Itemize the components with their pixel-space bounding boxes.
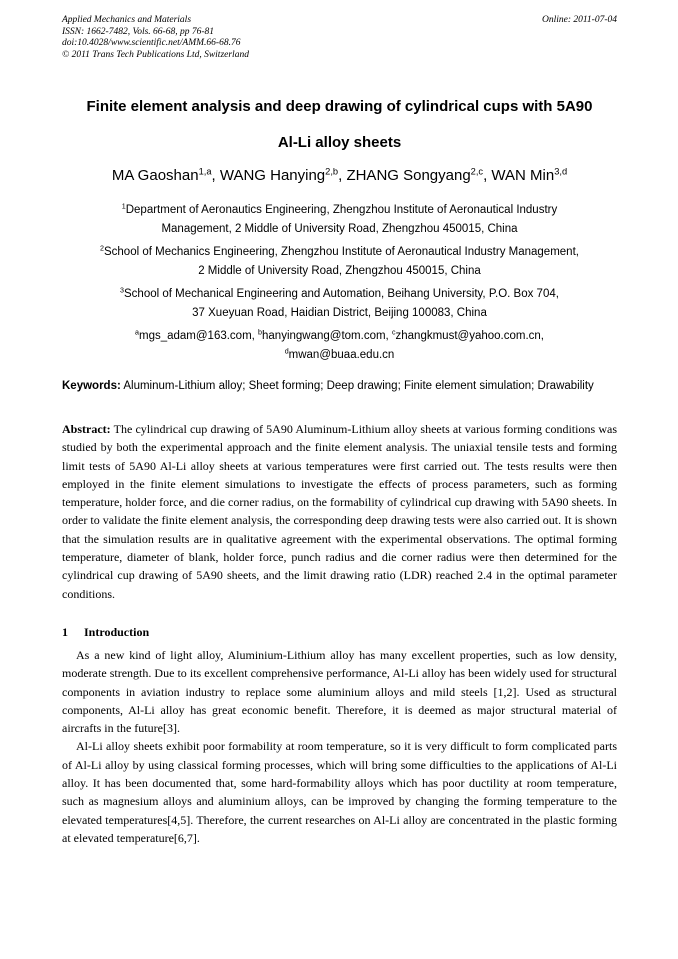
author-affil-sup: 2,c [470, 166, 484, 177]
author-name: ZHANG Songyang [346, 167, 471, 184]
email-address: mgs_adam@163.com, [138, 330, 259, 342]
body-paragraph: Al-Li alloy sheets exhibit poor formability at room temperature, so it is very difficult to form complicated parts of Al-Li alloy by using classical forming processes, which will bring some difficulties to the applications of Al-Li alloy. It has been documented that, some hard-formability alloys which has poor ductility at room temperature, such as magnesium alloys and aluminium alloys, can be improved by changing the forming temperature to the elevated temperatures[4,5]. Therefore, the current researches on Al-Li alloy are concentrated in the plastic forming at elevated temperature[6,7]. [62, 739, 617, 845]
affiliation-line: 2 Middle of University Road, Zhengzhou 450015, China [198, 265, 481, 277]
affiliation-text: School of Mechanics Engineering, Zhengzhou Institute of Aeronautical Industry Management, [103, 246, 579, 258]
email-line [62, 327, 617, 346]
affiliation-2 [62, 243, 617, 281]
email-address: mwan@buaa.edu.cn [288, 349, 395, 361]
section-number: 1 [62, 625, 68, 639]
title-line-1: Finite element analysis and deep drawing of cylindrical cups with 5A90 [86, 98, 593, 115]
abstract-label: Abstract: [62, 422, 111, 436]
affiliation-1 [62, 201, 617, 239]
email-sup: c [391, 328, 396, 337]
paper-title [62, 89, 617, 161]
copyright-line: © 2011 Trans Tech Publications Ltd, Switzerland [62, 49, 249, 60]
affiliation-sup: 3 [120, 286, 125, 295]
author-separator: , [338, 167, 347, 184]
author-list [62, 166, 617, 186]
email-sup: d [284, 347, 289, 356]
affiliation-line: 37 Xueyuan Road, Haidian District, Beijing 100083, China [192, 307, 487, 319]
title-line-2: Al-Li alloy sheets [277, 134, 402, 151]
affiliation-line [62, 201, 617, 220]
email-sup: b [258, 328, 263, 337]
affiliation-sup: 1 [121, 202, 126, 211]
author-emails [62, 327, 617, 365]
author-name: WAN Min [491, 167, 555, 184]
journal-name: Applied Mechanics and Materials [62, 15, 192, 25]
author-separator: , [211, 167, 220, 184]
issn-line: ISSN: 1662-7482, Vols. 66-68, pp 76-81 [62, 26, 214, 37]
body-paragraph: As a new kind of light alloy, Aluminium-Lithium alloy has many excellent properties, such as low density, moderate strength. Due to its excellent comprehensive performance, Al-Li alloy has been widely used for structural components in aviation industry to replace some aluminium alloys and mild steels [1,2]. Used as structural components, Al-Li alloy has great economic benefit. Therefore, it is deemed as major structural material of aircrafts in the future[3]. [62, 648, 617, 736]
email-address: hanyingwang@tom.com, [262, 330, 392, 342]
author-affil-sup: 3,d [554, 166, 568, 177]
section-title: Introduction [84, 625, 150, 639]
author-separator: , [483, 167, 492, 184]
affiliation-text: Department of Aeronautics Engineering, Zhengzhou Institute of Aeronautical Industry [125, 204, 558, 216]
abstract-text: The cylindrical cup drawing of 5A90 Aluminum-Lithium alloy sheets at various forming conditions was studied by both the experimental approach and the finite element analysis. The uniaxial tensile tests and forming limit tests of 5A90 Al-Li alloy sheets at various temperatures were first carried out. The tests results were then employed in the finite element simulations to investigate the effects of process parameters, such as forming temperature, holder force, and die corner radius, on the formability of cylindrical cup drawing with 5A90 sheets. In order to validate the finite element analysis, the corresponding deep drawing tests were also carried out. It is shown that the simulation results are in qualitative agreement with the experimental observations. The optimal forming temperature, diameter of blank, holder force, punch radius and die corner radius were then determined for the cylindrical cup drawing of 5A90 sheets, and the limit drawing ratio (LDR) reached 2.4 in the optimal parameter conditions. [62, 422, 617, 601]
affiliation-3 [62, 285, 617, 323]
email-sup: a [135, 328, 139, 337]
author-name: MA Gaoshan [111, 167, 199, 184]
introduction-body [62, 646, 617, 847]
affiliation-text: School of Mechanical Engineering and Automation, Beihang University, P.O. Box 704, [124, 288, 559, 300]
affiliation-sup: 2 [100, 244, 104, 253]
affiliation-line [62, 285, 617, 304]
keywords-text: Aluminum-Lithium alloy; Sheet forming; Deep drawing; Finite element simulation; Drawability [120, 380, 594, 392]
affiliation-line: Management, 2 Middle of University Road, Zhengzhou 450015, China [161, 223, 518, 235]
author-name: WANG Hanying [219, 167, 326, 184]
author-affil-sup: 1,a [198, 166, 212, 177]
online-date: Online: 2011-07-04 [541, 15, 617, 25]
doi-line: doi:10.4028/www.scientific.net/AMM.66-68.76 [62, 38, 241, 48]
email-address: zhangkmust@yahoo.com.cn, [395, 330, 544, 342]
journal-header [62, 15, 617, 61]
author-affil-sup: 2,b [325, 166, 339, 177]
abstract-block [62, 420, 617, 603]
keywords-label: Keywords: [62, 380, 121, 392]
section-heading [62, 623, 617, 641]
keywords-block [62, 377, 617, 395]
email-line [62, 346, 617, 365]
affiliation-line [62, 243, 617, 262]
